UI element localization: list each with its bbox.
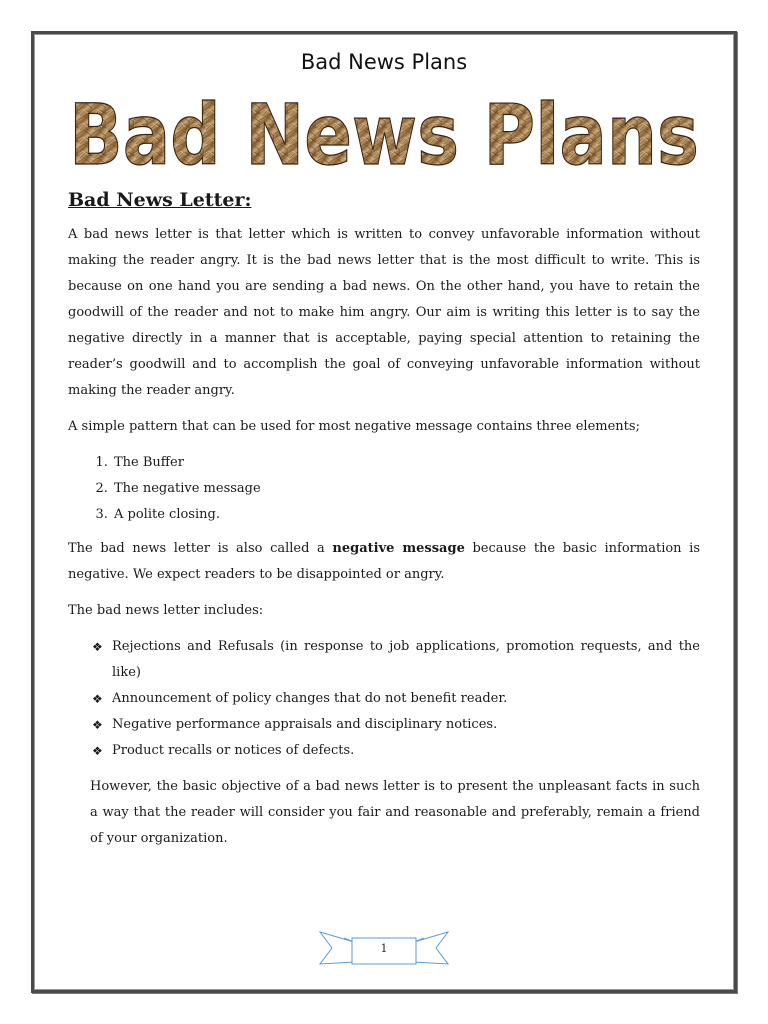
bullet-text: Rejections and Refusals (in response to job applications, promotion requests, and the like)	[112, 639, 700, 680]
section-heading: Bad News Letter:	[68, 189, 252, 211]
diamond-bullet-icon: ❖	[92, 718, 103, 732]
page-number: 1	[380, 942, 388, 955]
bullet-text: Product recalls or notices of defects.	[112, 743, 355, 758]
paragraph-includes: The bad news letter includes:	[68, 603, 264, 618]
list-item	[92, 686, 700, 712]
paragraph-text: The bad news letter is also called a	[68, 541, 333, 556]
diamond-bullet-icon: ❖	[92, 692, 103, 706]
diamond-bullet-icon: ❖	[92, 640, 103, 654]
bullet-list	[68, 634, 700, 764]
list-item	[92, 634, 700, 686]
paragraph-intro: A bad news letter is that letter which is written to convey unfavorable information without making the reader angry. It is the bad news letter that is the most difficult to write. This is because on one hand you are sending a bad news. On the other hand, you have to retain the goodwill of the reader and not to make him angry. Our aim is writing this letter is to say the negative directly in a manner that is acceptable, paying special attention to retaining the reader’s goodwill and to accomplish the goal of conveying unfavorable information without making the reader angry.	[68, 227, 700, 398]
paragraph-pattern: A simple pattern that can be used for most negative message contains three elements;	[68, 419, 640, 434]
diamond-bullet-icon: ❖	[92, 744, 103, 758]
bullet-text: Announcement of policy changes that do not benefit reader.	[112, 691, 508, 706]
list-item	[92, 738, 700, 764]
paragraph-conclusion: However, the basic objective of a bad news letter is to present the unpleasant facts in such a way that the reader will consider you fair and reasonable and preferably, remain a friend of your organization.	[90, 779, 700, 846]
bold-term: negative message	[332, 541, 465, 556]
list-item	[92, 712, 700, 738]
bullet-text: Negative performance appraisals and disciplinary notices.	[112, 717, 498, 732]
list-item: 2. The negative message	[112, 476, 700, 502]
wordart-title	[64, 86, 704, 184]
list-item: 3. A polite closing.	[112, 502, 700, 528]
document-body	[68, 186, 700, 862]
list-item: 1. The Buffer	[112, 450, 700, 476]
wordart-text: Bad News Plans	[69, 86, 699, 184]
numbered-list	[68, 450, 700, 528]
paragraph-text: because the basic information is negative. We expect readers to be disappointed or angry.	[68, 541, 700, 582]
paragraph-negative-message	[68, 536, 700, 588]
page-header-title: Bad News Plans	[300, 50, 468, 74]
